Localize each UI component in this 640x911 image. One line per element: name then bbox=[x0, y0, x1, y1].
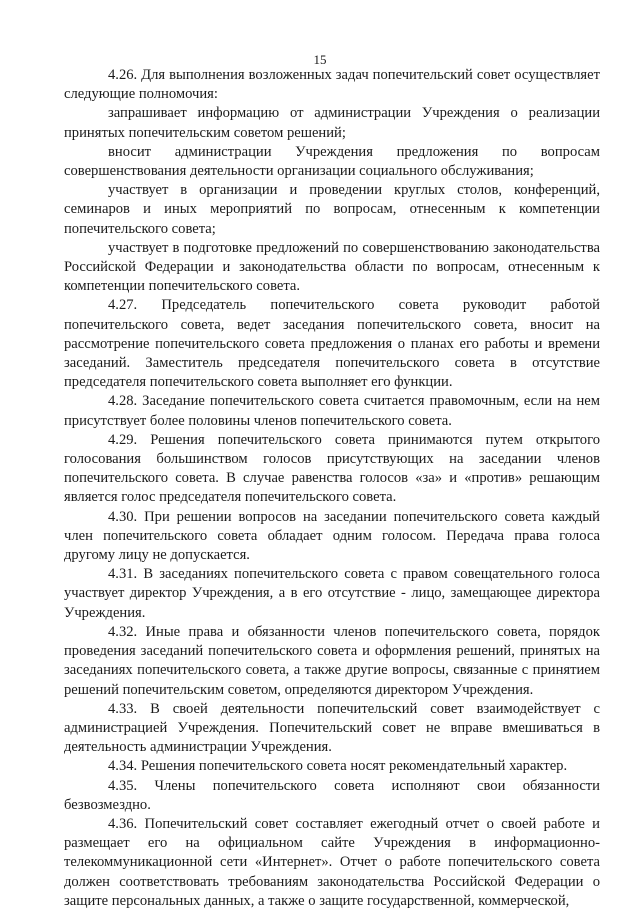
paragraph-4-34: 4.34. Решения попечительского совета носят рекомендательный характер. bbox=[108, 758, 568, 775]
paragraph-item-submit-proposals: вносит администрации Учреждения предложения по вопросам совершенствования деятельности организации социального обслуживания; bbox=[64, 143, 600, 180]
paragraph-item-participate-events: участвует в организации и проведении круглых столов, конференций, семинаров и иных мероприятий по вопросам, отнесенным к компетенции попечительского совета; bbox=[64, 182, 600, 237]
paragraph-4-33: 4.33. В своей деятельности попечительский совет взаимодействует с администрацией Учреждения. Попечительский совет не вправе вмешиваться в деятельность администрации Учреждения. bbox=[64, 700, 600, 756]
paragraph-item-request-info: запрашивает информацию от администрации Учреждения о реализации принятых попечительским советом решений; bbox=[64, 105, 600, 141]
paragraph-4-31: 4.31. В заседаниях попечительского совета с правом совещательного голоса участвует директор Учреждения, а в его отсутствие - лицо, замещающее директора Учреждения. bbox=[64, 566, 600, 621]
paragraph-4-35: 4.35. Члены попечительского совета исполняют свои обязанности безвозмездно. bbox=[64, 777, 600, 813]
page-number: 15 bbox=[313, 52, 327, 67]
paragraph-4-27: 4.27. Председатель попечительского совета руководит работой попечительского совета, ведет заседания попечительского совета, вносит на рассмотрение попечительского совета предложения о планах его работы и времени заседаний. Заместитель председателя попечительского совета в отсутствие председателя попечительского совета выполняет его функции. bbox=[64, 297, 600, 391]
paragraph-4-36: 4.36. Попечительский совет составляет ежегодный отчет о своей работе и размещает его на официальном сайте Учреждения в информационно-телекоммуникационной сети «Интернет». Отчет о работе попечительского совета должен соответствовать требованиям законодательства Российской Федерации о защите персональных данных, а также о защите государственной, коммерческой, bbox=[64, 815, 600, 909]
paragraph-4-28: 4.28. Заседание попечительского совета считается правомочным, если на нем присутствует более половины членов попечительского совета. bbox=[64, 393, 600, 429]
paragraph-4-26: 4.26. Для выполнения возложенных задач попечительский совет осуществляет следующие полномочия: bbox=[64, 67, 600, 103]
paragraph-4-30: 4.30. При решении вопросов на заседании попечительского совета каждый член попечительского совета обладает одним голосом. Передача права голоса другому лицу не допускается. bbox=[64, 508, 600, 564]
paragraph-4-32: 4.32. Иные права и обязанности членов попечительского совета, порядок проведения заседаний попечительского совета и оформления решений, принятых на заседаниях попечительского совета, а также другие вопросы, связанные с принятием решений попечительским советом, определяются директором Учреждения. bbox=[64, 623, 600, 698]
paragraph-item-legislation-proposals: участвует в подготовке предложений по совершенствованию законодательства Российской Федерации и законодательства области по вопросам, отнесенным к компетенции попечительского совета. bbox=[64, 239, 600, 295]
paragraph-4-29: 4.29. Решения попечительского совета принимаются путем открытого голосования большинством голосов присутствующих на заседании членов попечительского совета. В случае равенства голосов «за» и «против» решающим является голос председателя попечительского совета. bbox=[64, 431, 600, 506]
document-body bbox=[64, 66, 600, 911]
